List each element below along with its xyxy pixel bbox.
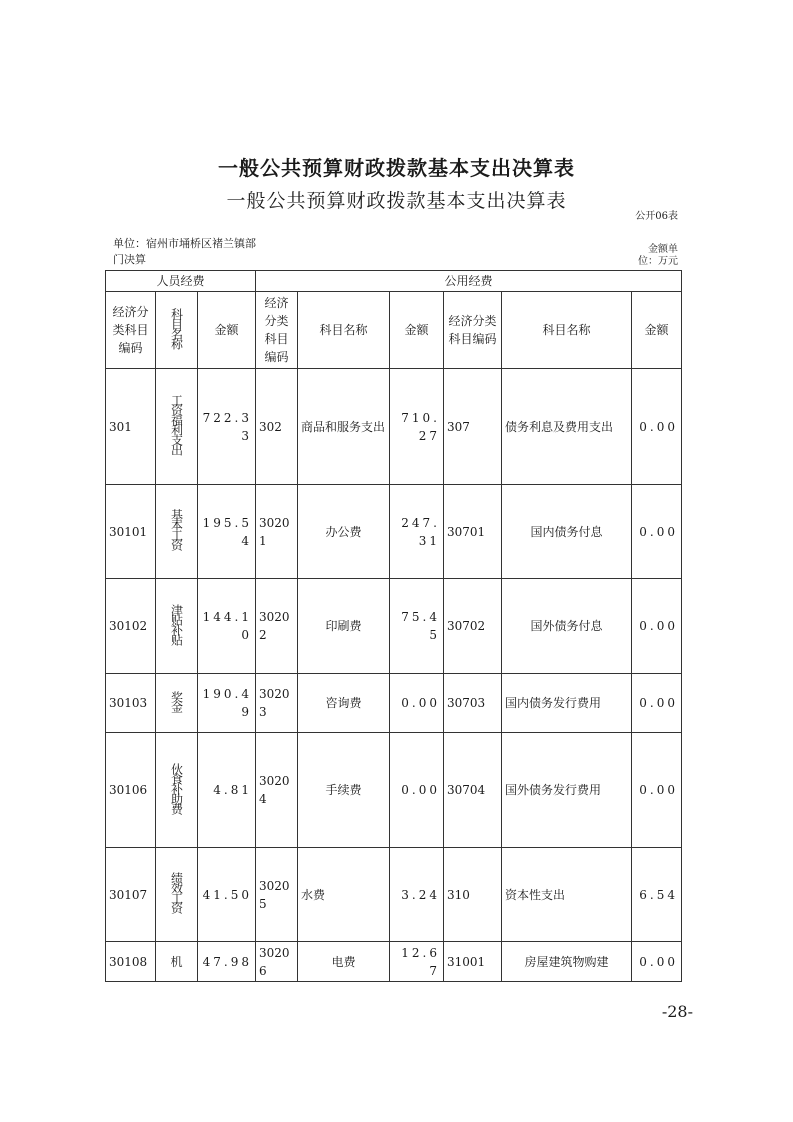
econ-code-cell: 30702 xyxy=(444,579,502,674)
subject-name-cell: 资本性支出 xyxy=(502,848,632,942)
page-number: -28- xyxy=(661,1002,693,1021)
subject-name-text: 工资福利支出 xyxy=(169,394,184,454)
econ-code-cell: 30701 xyxy=(444,485,502,579)
subject-name-cell: 国内债务付息 xyxy=(502,485,632,579)
amount-cell: 144.10 xyxy=(198,579,256,674)
econ-code-cell: 30108 xyxy=(106,942,156,982)
amount-cell: 0.00 xyxy=(632,485,682,579)
header-subject-name: 科目名称 xyxy=(502,292,632,369)
subject-name-cell xyxy=(156,848,198,942)
amount-cell: 0.00 xyxy=(390,674,444,733)
econ-code-cell: 30101 xyxy=(106,485,156,579)
subject-name-text: 奖金 xyxy=(169,690,184,711)
expenditure-table xyxy=(105,270,682,982)
subject-name-text: 津贴补贴 xyxy=(169,603,184,644)
subject-name-text: 伙食补助费 xyxy=(169,762,184,813)
header-amount: 金额 xyxy=(632,292,682,369)
table-row xyxy=(106,485,682,579)
amount-cell: 0.00 xyxy=(632,942,682,982)
subject-name-cell xyxy=(156,579,198,674)
subject-name-text: 基本工资 xyxy=(169,509,184,549)
subject-name-cell: 国内债务发行费用 xyxy=(502,674,632,733)
subject-name-cell xyxy=(156,369,198,485)
subject-name-cell: 国外债务发行费用 xyxy=(502,733,632,848)
econ-code-cell: 30202 xyxy=(256,579,298,674)
econ-code-cell: 302 xyxy=(256,369,298,485)
subject-name-cell xyxy=(156,674,198,733)
subject-name-cell: 电费 xyxy=(298,942,390,982)
econ-code-cell: 30107 xyxy=(106,848,156,942)
amount-cell: 6.54 xyxy=(632,848,682,942)
econ-code-cell: 31001 xyxy=(444,942,502,982)
table-row xyxy=(106,579,682,674)
header-econ-code: 经济分类科目编码 xyxy=(256,292,298,369)
header-subject-name: 科目名称 xyxy=(298,292,390,369)
amount-cell: 41.50 xyxy=(198,848,256,942)
subject-name-cell: 水费 xyxy=(298,848,390,942)
header-amount: 金额 xyxy=(390,292,444,369)
table-row xyxy=(106,848,682,942)
amount-cell: 0.00 xyxy=(632,369,682,485)
econ-code-cell: 30106 xyxy=(106,733,156,848)
table-row xyxy=(106,674,682,733)
subject-name-cell: 咨询费 xyxy=(298,674,390,733)
document-title-bold: 一般公共预算财政拨款基本支出决算表 xyxy=(218,156,575,180)
subject-name-cell: 印刷费 xyxy=(298,579,390,674)
amount-cell: 75.45 xyxy=(390,579,444,674)
amount-cell: 722.33 xyxy=(198,369,256,485)
subject-name-text: 绩效工资 xyxy=(169,872,184,912)
table-row xyxy=(106,369,682,485)
amount-cell: 0.00 xyxy=(632,579,682,674)
form-code: 公开06表 xyxy=(635,211,678,222)
econ-code-cell: 30204 xyxy=(256,733,298,848)
header-amount: 金额 xyxy=(198,292,256,369)
econ-code-cell: 310 xyxy=(444,848,502,942)
econ-code-cell: 30206 xyxy=(256,942,298,982)
unit-label: 单位：宿州市埇桥区褚兰镇部门决算 xyxy=(113,237,256,266)
subject-name-cell: 机 xyxy=(156,942,198,982)
amount-cell: 0.00 xyxy=(390,733,444,848)
subject-name-cell: 商品和服务支出 xyxy=(298,369,390,485)
econ-code-cell: 30703 xyxy=(444,674,502,733)
subject-name-cell: 债务利息及费用支出 xyxy=(502,369,632,485)
amount-cell: 247.31 xyxy=(390,485,444,579)
header-personnel: 人员经费 xyxy=(106,271,256,292)
econ-code-cell: 30203 xyxy=(256,674,298,733)
amount-cell: 0.00 xyxy=(632,733,682,848)
amount-cell: 190.49 xyxy=(198,674,256,733)
table-row xyxy=(106,733,682,848)
amount-cell: 3.24 xyxy=(390,848,444,942)
econ-code-cell: 30704 xyxy=(444,733,502,848)
amount-cell: 4.81 xyxy=(198,733,256,848)
subject-name-cell: 国外债务付息 xyxy=(502,579,632,674)
header-econ-code: 经济分类科目编码 xyxy=(106,292,156,369)
econ-code-cell: 307 xyxy=(444,369,502,485)
amount-cell: 12.67 xyxy=(390,942,444,982)
amount-cell: 195.54 xyxy=(198,485,256,579)
econ-code-cell: 30201 xyxy=(256,485,298,579)
header-econ-code: 经济分类科目编码 xyxy=(444,292,502,369)
subject-name-cell: 办公费 xyxy=(298,485,390,579)
amount-cell: 0.00 xyxy=(632,674,682,733)
amount-cell: 710.27 xyxy=(390,369,444,485)
econ-code-cell: 30205 xyxy=(256,848,298,942)
subject-name-cell: 手续费 xyxy=(298,733,390,848)
subject-name-cell: 房屋建筑物购建 xyxy=(502,942,632,982)
subject-name-cell xyxy=(156,733,198,848)
subject-name-cell xyxy=(156,485,198,579)
document-title: 一般公共预算财政拨款基本支出决算表 xyxy=(226,190,567,212)
econ-code-cell: 30103 xyxy=(106,674,156,733)
header-subject-name xyxy=(156,292,198,369)
header-public: 公用经费 xyxy=(256,271,682,292)
table-row xyxy=(106,942,682,982)
econ-code-cell: 301 xyxy=(106,369,156,485)
econ-code-cell: 30102 xyxy=(106,579,156,674)
header-subject-name-text: 科目名称 xyxy=(169,307,184,348)
money-unit-label: 金额单位：万元 xyxy=(638,244,678,267)
amount-cell: 47.98 xyxy=(198,942,256,982)
